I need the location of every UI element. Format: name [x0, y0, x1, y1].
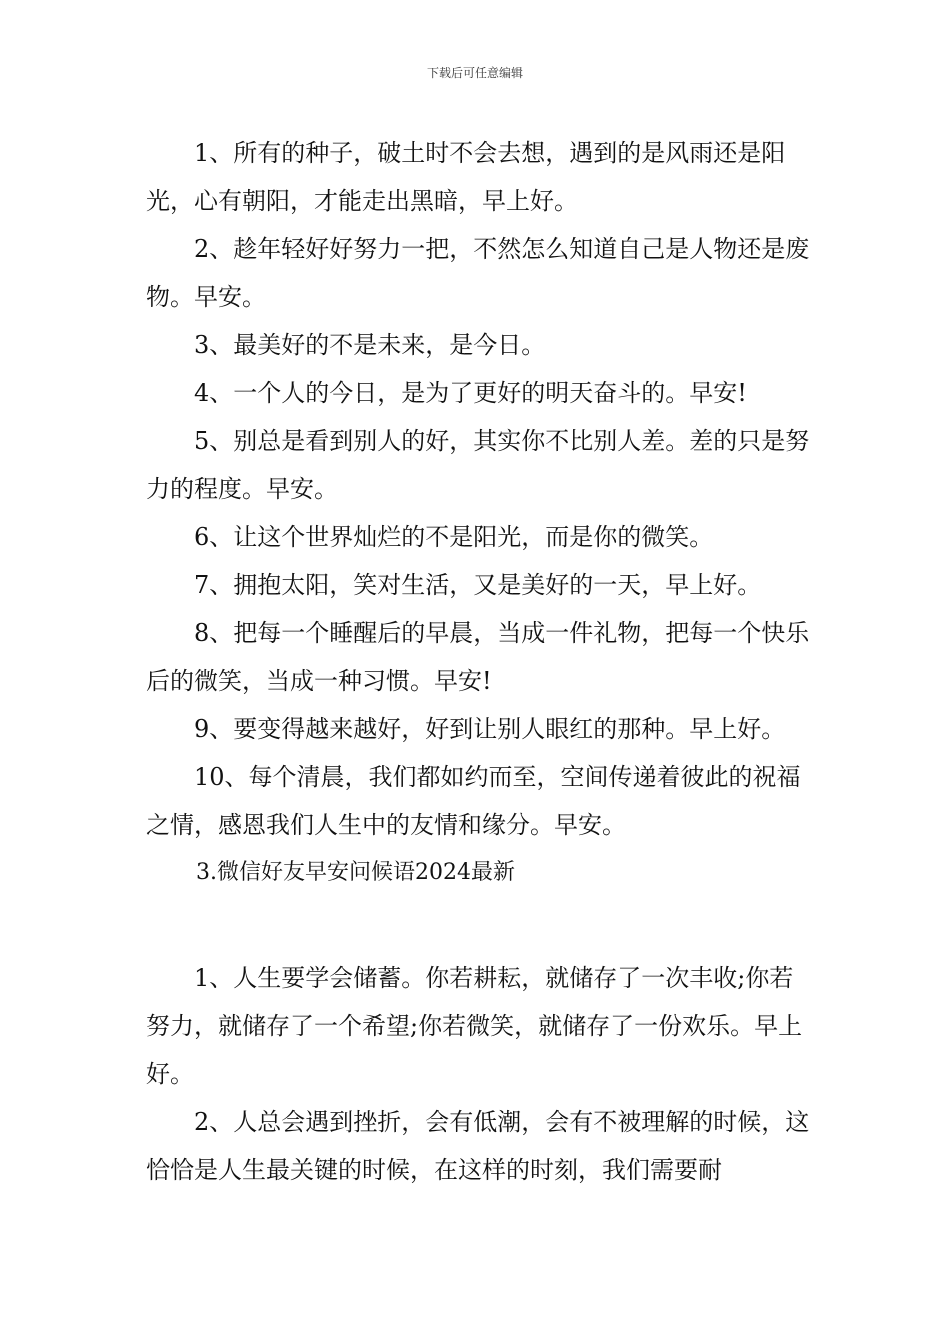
greeting-item-4: 4、一个人的今日，是为了更好的明天奋斗的。早安!: [194, 379, 747, 407]
greeting-item-6: 6、让这个世界灿烂的不是阳光，而是你的微笑。: [194, 523, 714, 551]
greeting-item-5: 5、别总是看到别人的好，其实你不比别人差。差的只是努力的程度。早安。: [146, 427, 810, 503]
greeting-item-9: 9、要变得越来越好，好到让别人眼红的那种。早上好。: [194, 715, 786, 743]
section2-item-1: 1、人生要学会储蓄。你若耕耘，就储存了一次丰收;你若努力，就储存了一个希望;你若微笑，就储存了一份欢乐。早上好。: [146, 964, 803, 1088]
greeting-item-1: 1、所有的种子，破土时不会去想，遇到的是风雨还是阳光，心有朝阳，才能走出黑暗，早上好。: [146, 139, 786, 215]
section-spacer: [146, 897, 811, 954]
greeting-item-2: 2、趁年轻好好努力一把，不然怎么知道自己是人物还是废物。早安。: [146, 235, 810, 311]
section2-item-2: 2、人总会遇到挫折，会有低潮，会有不被理解的时候，这恰恰是人生最关键的时候，在这样的时刻，我们需要耐: [146, 1108, 810, 1184]
greeting-item-10: 10、每个清晨，我们都如约而至，空间传递着彼此的祝福之情，感恩我们人生中的友情和缘分。早安。: [146, 763, 801, 839]
greeting-item-8: 8、把每一个睡醒后的早晨，当成一件礼物，把每一个快乐后的微笑，当成一种习惯。早安!: [146, 619, 810, 695]
section-title: 3.微信好友早安问候语2024最新: [196, 860, 515, 885]
greeting-item-3: 3、最美好的不是未来，是今日。: [194, 331, 546, 359]
document-body: [146, 129, 811, 1194]
greeting-item-7: 7、拥抱太阳，笑对生活，又是美好的一天，早上好。: [194, 571, 762, 599]
page-header: 下载后可任意编辑: [426, 66, 523, 80]
